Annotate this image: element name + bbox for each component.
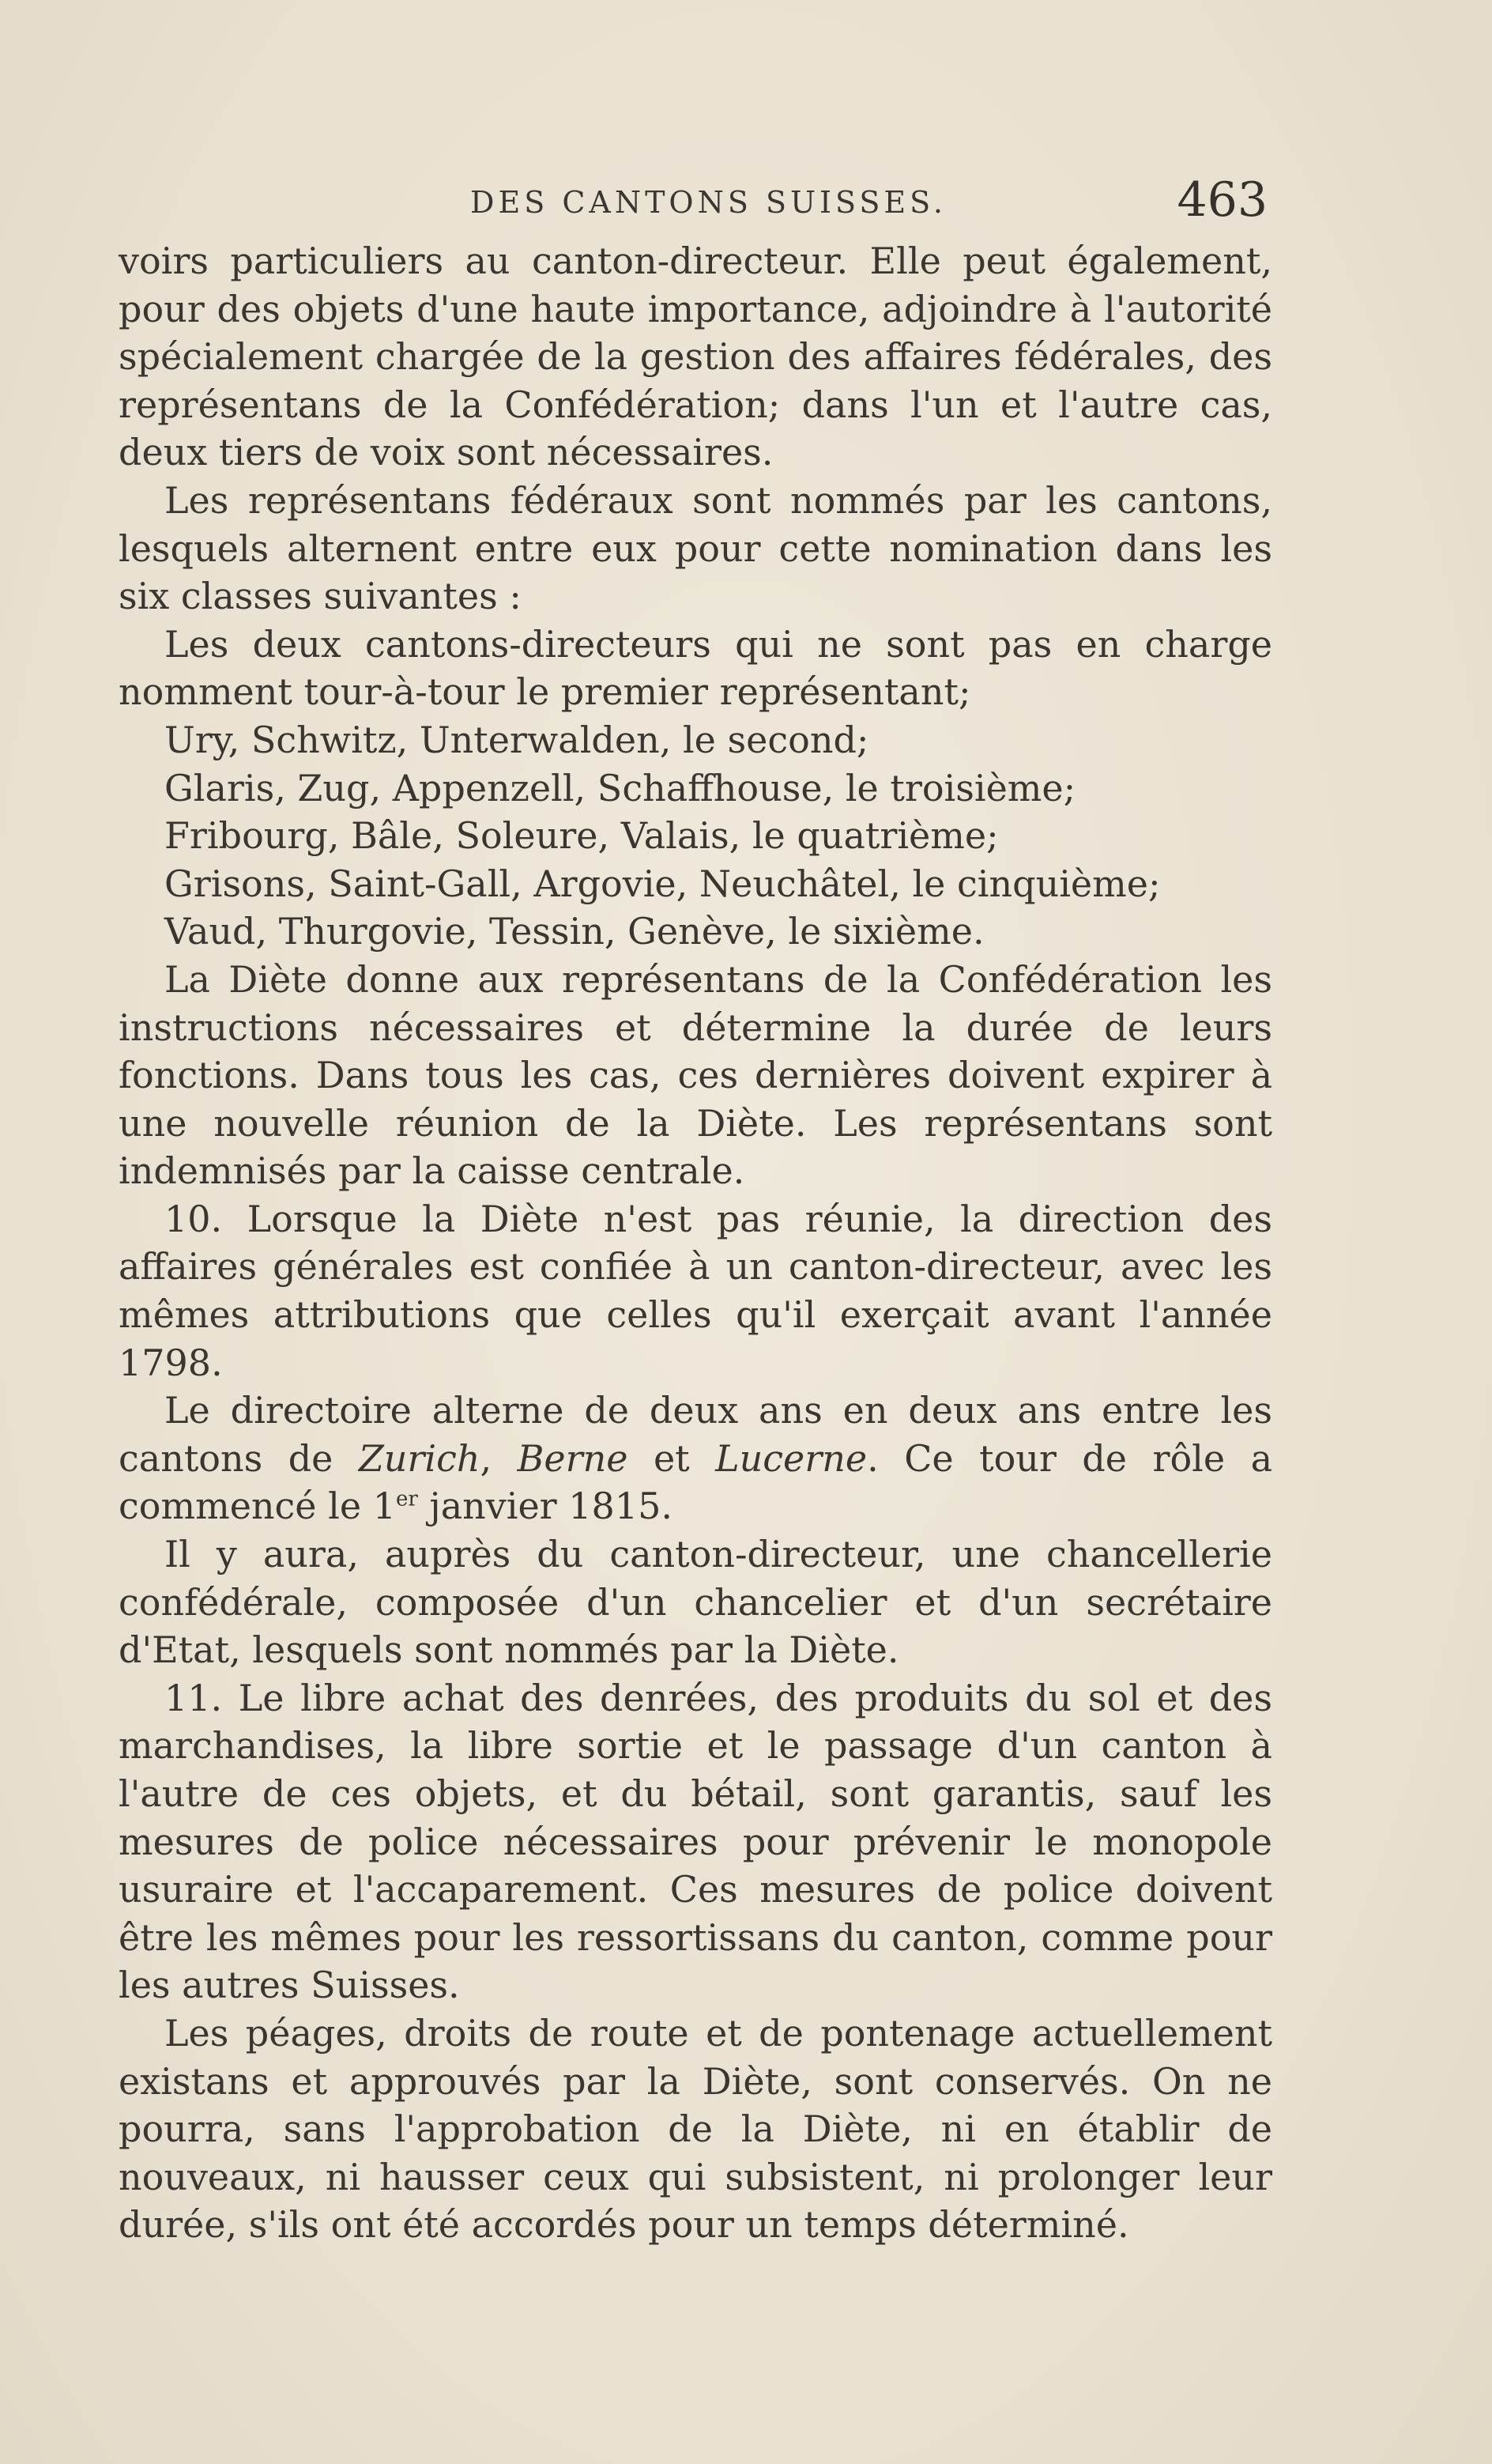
list-item-first-class: Les deux cantons-directeurs qui ne sont pas en charge nomment tour-à-tour le premier représentant; xyxy=(119,622,1272,714)
directoire-text-before: Le directoire alterne de deux ans en deux ans entre les cantons de xyxy=(119,1389,1272,1480)
directoire-text-end: janvier 1815. xyxy=(417,1485,673,1528)
paragraph-directoire xyxy=(119,1387,1272,1530)
paragraph-article-10: 10. Lorsque la Diète n'est pas réunie, la direction des affaires générales est confiée à un canton-directeur, avec les mêmes attributions que celles qu'il exerçait avant l'année 1798. xyxy=(119,1197,1272,1384)
canton-berne: Berne xyxy=(517,1436,628,1480)
body-text xyxy=(119,237,1272,2249)
list-item-second-class: Ury, Schwitz, Unterwalden, le second; xyxy=(164,718,869,761)
running-title: DES CANTONS SUISSES. xyxy=(470,185,947,220)
directoire-sep-1: , xyxy=(480,1436,518,1480)
page-number: 463 xyxy=(1177,172,1268,228)
paragraph-peages: Les péages, droits de route et de pontenage actuellement existans et approuvés par la Diète, sont conservés. On ne pourra, sans l'approbation de la Diète, ni en établir de nouveaux, ni hausser ceux qui subsistent, ni prolonger leur durée, s'ils ont été accordés pour un temps déterminé. xyxy=(119,2011,1272,2247)
page-content xyxy=(119,174,1272,2249)
paragraph-diet-instructions: La Diète donne aux représentans de la Confédération les instructions nécessaires et détermine la durée de leurs fonctions. Dans tous les cas, ces dernières doivent expirer à une nouvelle réunion de la Diète. Les représentans sont indemnisés par la caisse centrale. xyxy=(119,957,1272,1193)
list-item-third-class: Glaris, Zug, Appenzell, Schaffhouse, le troisième; xyxy=(164,766,1076,809)
running-head xyxy=(119,174,1272,229)
directoire-sep-2: et xyxy=(627,1436,716,1480)
canton-lucerne: Lucerne xyxy=(715,1436,868,1480)
list-item-fifth-class: Grisons, Saint-Gall, Argovie, Neuchâtel, le cinquième; xyxy=(164,862,1161,905)
list-item-sixth-class: Vaud, Thurgovie, Tessin, Genève, le sixième. xyxy=(164,910,985,953)
canton-zurich: Zurich xyxy=(358,1436,480,1480)
paragraph-representatives: Les représentans fédéraux sont nommés par les cantons, lesquels alternent entre eux pour cette nomination dans les six classes suivantes : xyxy=(119,478,1272,618)
paragraph-continuation: voirs particuliers au canton-directeur. Elle peut également, pour des objets d'une haute importance, adjoindre à l'autorité spécialement chargée de la gestion des affaires fédérales, des représentans de la Confédération; dans l'un et l'autre cas, deux tiers de voix sont nécessaires. xyxy=(119,240,1272,474)
list-item-fourth-class: Fribourg, Bâle, Soleure, Valais, le quatrième; xyxy=(164,814,999,858)
directoire-text-after: . Ce tour de rôle a commencé le 1 xyxy=(119,1436,1272,1528)
ordinal-superscript: er xyxy=(395,1488,418,1512)
paragraph-article-11: 11. Le libre achat des denrées, des produits du sol et des marchandises, la libre sortie et le passage d'un canton à l'autre de ces objets, et du bétail, sont garantis, sauf les mesures de police nécessaires pour prévenir le monopole usuraire et l'accaparement. Ces mesures de police doivent être les mêmes pour les ressortissans du canton, comme pour les autres Suisses. xyxy=(119,1676,1272,2007)
paragraph-chancellerie: Il y aura, auprès du canton-directeur, une chancellerie confédérale, composée d'un chancelier et d'un secrétaire d'Etat, lesquels sont nommés par la Diète. xyxy=(119,1533,1272,1672)
